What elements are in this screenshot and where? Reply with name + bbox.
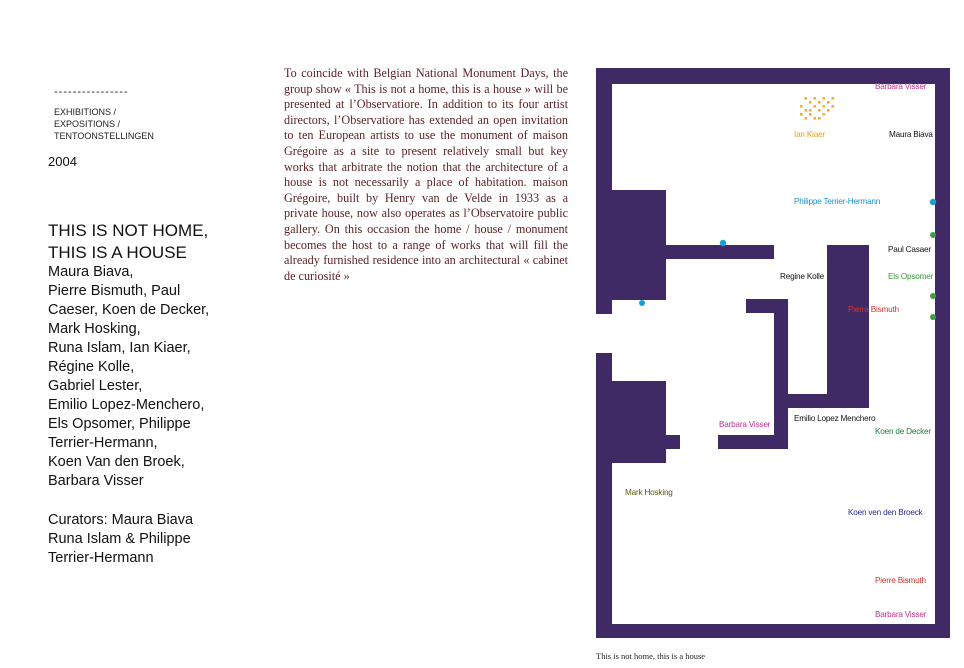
section-label: [54, 106, 154, 142]
marker-dot: [720, 240, 726, 246]
kiaer-dot: [805, 117, 808, 120]
floor-plan-caption: This is not home, this is a house: [596, 651, 706, 661]
artist-line: Gabriel Lester,: [48, 378, 143, 394]
label-els-opsomer: Els Opsomer: [888, 272, 934, 281]
curators-line: Runa Islam & Philippe: [48, 531, 191, 547]
label-pierre-bismuth-lower: Pierre Bismuth: [875, 576, 926, 585]
label-maura-biava: Maura Biava: [889, 130, 933, 139]
wall-block-lower: [612, 381, 666, 463]
label-mark-hosking: Mark Hosking: [625, 488, 673, 497]
label-pierre-bismuth: Pierre Bismuth: [848, 305, 899, 314]
artist-line: Runa Islam, Ian Kiaer,: [48, 340, 191, 356]
year: 2004: [48, 154, 77, 169]
exhibition-title: [48, 220, 208, 264]
wall-block-lower-nub: [666, 435, 680, 449]
kiaer-dot: [814, 105, 817, 108]
artist-line: Pierre Bismuth, Paul: [48, 283, 181, 299]
kiaer-dot: [818, 101, 821, 104]
marker-dot: [930, 199, 936, 205]
section-line-2: EXPOSITIONS /: [54, 119, 121, 129]
wall-corridor: [666, 245, 774, 259]
wall-left-lower: [596, 353, 612, 638]
wall-u-left: [774, 299, 788, 449]
wall-u-bottom: [718, 435, 788, 449]
floor-plan-walls: [596, 68, 950, 638]
marker-dot: [930, 232, 936, 238]
kiaer-dot: [805, 97, 808, 100]
kiaer-dot: [832, 97, 835, 100]
label-barbara-visser-middle: Barbara Visser: [719, 420, 771, 429]
label-paul-casaer: Paul Casaer: [888, 245, 931, 254]
header-divider: ----------------: [54, 86, 129, 98]
curators: [48, 511, 223, 568]
ian-kiaer-work-icon: [800, 97, 834, 120]
label-emilio-lopez-menchero: Emilio Lopez Menchero: [794, 414, 876, 423]
wall-block-upper: [612, 190, 666, 300]
section-line-1: EXHIBITIONS /: [54, 107, 117, 117]
artist-line: Caeser, Koen de Decker,: [48, 302, 210, 318]
artist-line: Terrier-Hermann,: [48, 435, 158, 451]
kiaer-dot: [823, 113, 826, 116]
wall-left-upper: [596, 68, 612, 314]
description-text: To coincide with Belgian National Monument Days, the group show « This is not a home, this is a house » will be presented at l’Observatiore. In addition to its four artist directors, l’Observatiore has extended an open invitation to ten European artists to use the monument of maison Grégoire as a site to present relatively small but key works that arbitrate the notion that the architecture of a house is not necessarily a place of habitation. maison Grégoire, built by Henry van de Velde in 1933 as a private house, now also operates as l’Observatoire public gallery. On this occasion the home / house / monument becomes the host to a range of works that will fill the already furnished residence into an architectural « cabinet de curiosité »: [284, 66, 568, 283]
curators-line: Terrier-Hermann: [48, 550, 154, 566]
kiaer-dot: [823, 97, 826, 100]
artist-line: Maura Biava,: [48, 264, 134, 280]
wall-right: [935, 68, 950, 638]
kiaer-dot: [805, 109, 808, 112]
kiaer-dot: [809, 109, 812, 112]
label-philippe-terrier-hermann: Philippe Terrier-Hermann: [794, 197, 881, 206]
label-koen-de-decker: Koen de Decker: [875, 427, 931, 436]
kiaer-dot: [818, 109, 821, 112]
kiaer-dot: [814, 97, 817, 100]
artist-line: Régine Kolle,: [48, 359, 135, 375]
curators-line: Curators: Maura Biava: [48, 512, 194, 528]
artist-line: Emilio Lopez-Menchero,: [48, 397, 205, 413]
wall-pillar: [827, 245, 869, 408]
title-line-1: THIS IS NOT HOME,: [48, 221, 209, 240]
kiaer-dot: [809, 101, 812, 104]
kiaer-dot: [809, 113, 812, 116]
artist-line: Els Opsomer, Philippe: [48, 416, 191, 432]
label-barbara-visser-lower: Barbara Visser: [875, 610, 927, 619]
kiaer-dot: [814, 117, 817, 120]
artist-line: Koen Van den Broek,: [48, 454, 185, 470]
kiaer-dot: [800, 113, 803, 116]
kiaer-dot: [832, 105, 835, 108]
floor-plan: [596, 68, 952, 640]
artist-list: [48, 263, 223, 491]
label-koen-van-den-broeck: Koen ven den Broeck: [848, 508, 923, 517]
kiaer-dot: [800, 105, 803, 108]
artist-line: Mark Hosking,: [48, 321, 141, 337]
kiaer-dot: [823, 105, 826, 108]
wall-bottom: [596, 624, 950, 638]
marker-dot: [639, 300, 645, 306]
artist-line: Barbara Visser: [48, 473, 144, 489]
kiaer-dot: [827, 109, 830, 112]
kiaer-dot: [818, 117, 821, 120]
kiaer-dot: [827, 101, 830, 104]
label-ian-kiaer: Ian Kiaer: [794, 130, 825, 139]
label-regine-kolle: Regine Kolle: [780, 272, 825, 281]
section-line-3: TENTOONSTELLINGEN: [54, 131, 154, 141]
title-line-2: THIS IS A HOUSE: [48, 243, 187, 262]
label-barbara-visser: Barbara Visser: [875, 82, 927, 91]
marker-dot: [930, 293, 936, 299]
marker-dot: [930, 314, 936, 320]
